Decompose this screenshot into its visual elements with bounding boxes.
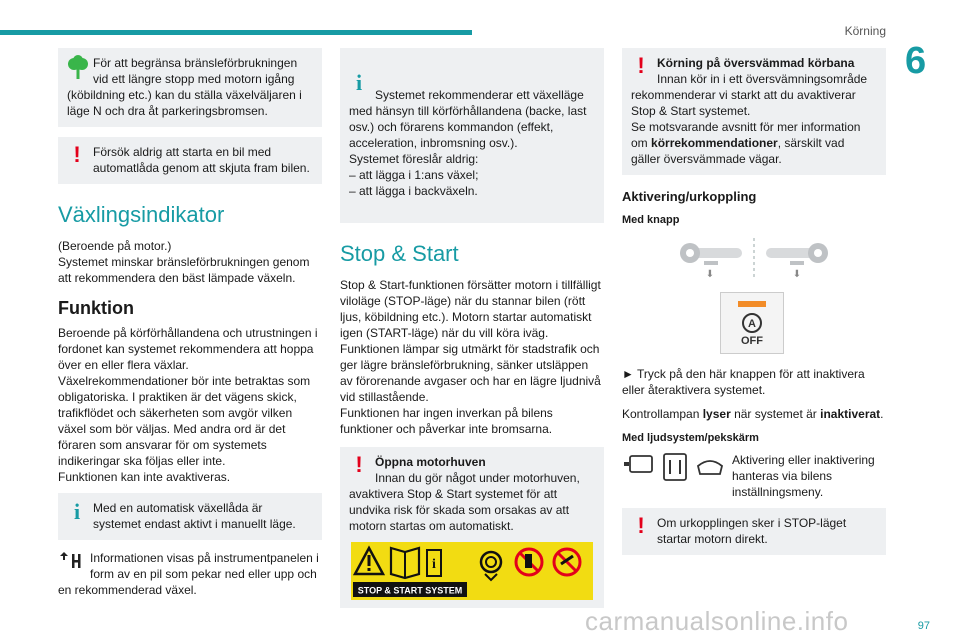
instrument-note-text: Informationen visas på instrumentpanelen i form av en pil som pekar ned eller upp och en rekommenderad växel. [58, 551, 319, 597]
off-button-label: OFF [741, 335, 763, 347]
stop-start-label-graphic [351, 542, 591, 600]
stop-mode-text: Om urkopplingen sker i STOP-läget startar motorn direkt. [657, 516, 847, 546]
touchscreen-note [622, 452, 886, 500]
svg-text:i: i [432, 557, 436, 572]
svg-text:A: A [748, 318, 756, 330]
steering-wheels-icon [622, 234, 886, 282]
warning-exclamation-icon: ! [73, 142, 81, 167]
flood-warning-text-2: Se motsvarande avsnitt för mer information om körrekommendationer, särskilt vad gäller översvämmade vägar. [631, 120, 861, 166]
warning-exclamation-icon: ! [637, 53, 645, 78]
warning-box-push-start [58, 137, 322, 184]
gear-indicator-title: Växlingsindikator [58, 202, 225, 227]
eco-tip-text: För att begränsa bränsleförbrukningen vid ett längre stopp med motorn igång (köbildning etc.) kan du ställa växelväljaren i läge N och dra åt parkeringsbromsen. [67, 56, 302, 118]
svg-text:⬇: ⬇ [705, 269, 715, 280]
touchscreen-text: Aktivering eller inaktivering hanteras via bilens inställningsmeny. [732, 453, 875, 499]
press-button-text: ► Tryck på den här knappen för att inaktivera eller återaktivera systemet. [622, 367, 865, 397]
gear-arrow-icon [58, 550, 86, 572]
with-button-subtitle: Med knapp [622, 214, 680, 226]
warning-box-hood [340, 447, 604, 608]
dashboard-illustration [622, 234, 886, 282]
column-1 [58, 48, 322, 598]
stop-start-title: Stop & Start [340, 241, 459, 266]
touchscreen-subtitle: Med ljudsystem/pekskärm [622, 432, 759, 444]
gear-recommend-text: Systemet rekommenderar ett växelläge med hänsyn till körförhållandena (backe, last osv.) och förarens kommandon (effekt, acceleration, inbromsning osv.). Systemet föreslår aldrig: – att lägga i 1:ans växel; – att lägga i backväxeln. [349, 88, 587, 198]
info-icon: i [355, 70, 363, 95]
warning-box-flood [622, 48, 886, 175]
info-icon: i [73, 499, 81, 524]
warning-exclamation-icon: ! [637, 513, 645, 538]
column-3 [622, 48, 886, 565]
chapter-number: 6 [905, 40, 927, 82]
stop-start-label [351, 542, 593, 600]
function-subtitle: Funktion [58, 298, 134, 318]
hood-warning-title: Öppna motorhuven [375, 455, 486, 469]
stop-start-off-button[interactable] [720, 292, 784, 354]
function-body: Beroende på körförhållandena och utrustningen i fordonet kan systemet rekommendera att hoppa över en eller flera växlar. Växelrekommendationer bör inte betraktas som obligatoriska. I praktiken är det vägens skick, trafikflödet och säkerheten som avgör vilken växel som bör väljas. Med andra ord är det föraren som ansvarar för om systemets indikeringar ska följas eller inte. Funktionen kan inte avaktiveras. [58, 326, 318, 484]
warning-exclamation-icon: ! [355, 452, 363, 477]
instrument-note [58, 550, 322, 598]
stop-start-label-text: STOP & START SYSTEM [357, 585, 463, 596]
eco-tip-box [58, 48, 322, 127]
watermark: carmanualsonline.info [585, 606, 849, 636]
activation-title: Aktivering/urkoppling [622, 189, 757, 204]
touchscreen-icons [622, 452, 728, 486]
warning-box-stop-mode [622, 508, 886, 555]
stop-start-body: Stop & Start-funktionen försätter motorn i tillfälligt viloläge (STOP-läge) när du stannar bilen (rött ljus, köbildning etc.). Motorn startar automatiskt igen (START-läge) när du vill köra iväg. Funktionen lämpar sig utmärkt för stadstrafik och ger lägre bränsleförbrukning, sänker utsläppen av förorenande avgaser och har en lägre ljudnivå vid stillastående. Funktionen har ingen inverkan på bilens funktioner och påverkar inte bromsarna. [340, 278, 601, 436]
column-2 [340, 48, 604, 618]
indicator-lamp [738, 301, 766, 307]
section-label: Körning [844, 24, 886, 38]
svg-text:⬇: ⬇ [792, 269, 802, 280]
eco-leaf-icon [67, 55, 87, 83]
info-automatic-text: Med en automatisk växellåda är systemet endast aktivt i manuellt läge. [93, 501, 296, 531]
info-box-gear-recommend [340, 48, 604, 223]
auto-stop-icon [721, 311, 783, 355]
hood-warning-text: Innan du gör något under motorhuven, avaktivera Stop & Start systemet för att undvika risk för skada som orsakas av att motorn startas om automatiskt. [349, 471, 580, 533]
flood-warning-text-1: Innan kör in i ett översvämningsområde rekommenderar vi starkt att du avaktiverar Stop & Start systemet. [631, 72, 868, 118]
gear-indicator-intro: (Beroende på motor.) Systemet minskar bränsleförbrukningen genom att rekommendera den bäst lämpade växeln. [58, 239, 310, 285]
warning-push-start-text: Försök aldrig att starta en bil med automatlåda genom att skjuta fram bilen. [93, 145, 310, 175]
indicator-text: Kontrollampan lyser när systemet är inaktiverat. [622, 407, 884, 421]
page-number: 97 [917, 620, 930, 632]
info-box-automatic [58, 493, 322, 540]
flood-warning-title: Körning på översvämmad körbana [657, 56, 855, 70]
header-bar [0, 30, 472, 35]
